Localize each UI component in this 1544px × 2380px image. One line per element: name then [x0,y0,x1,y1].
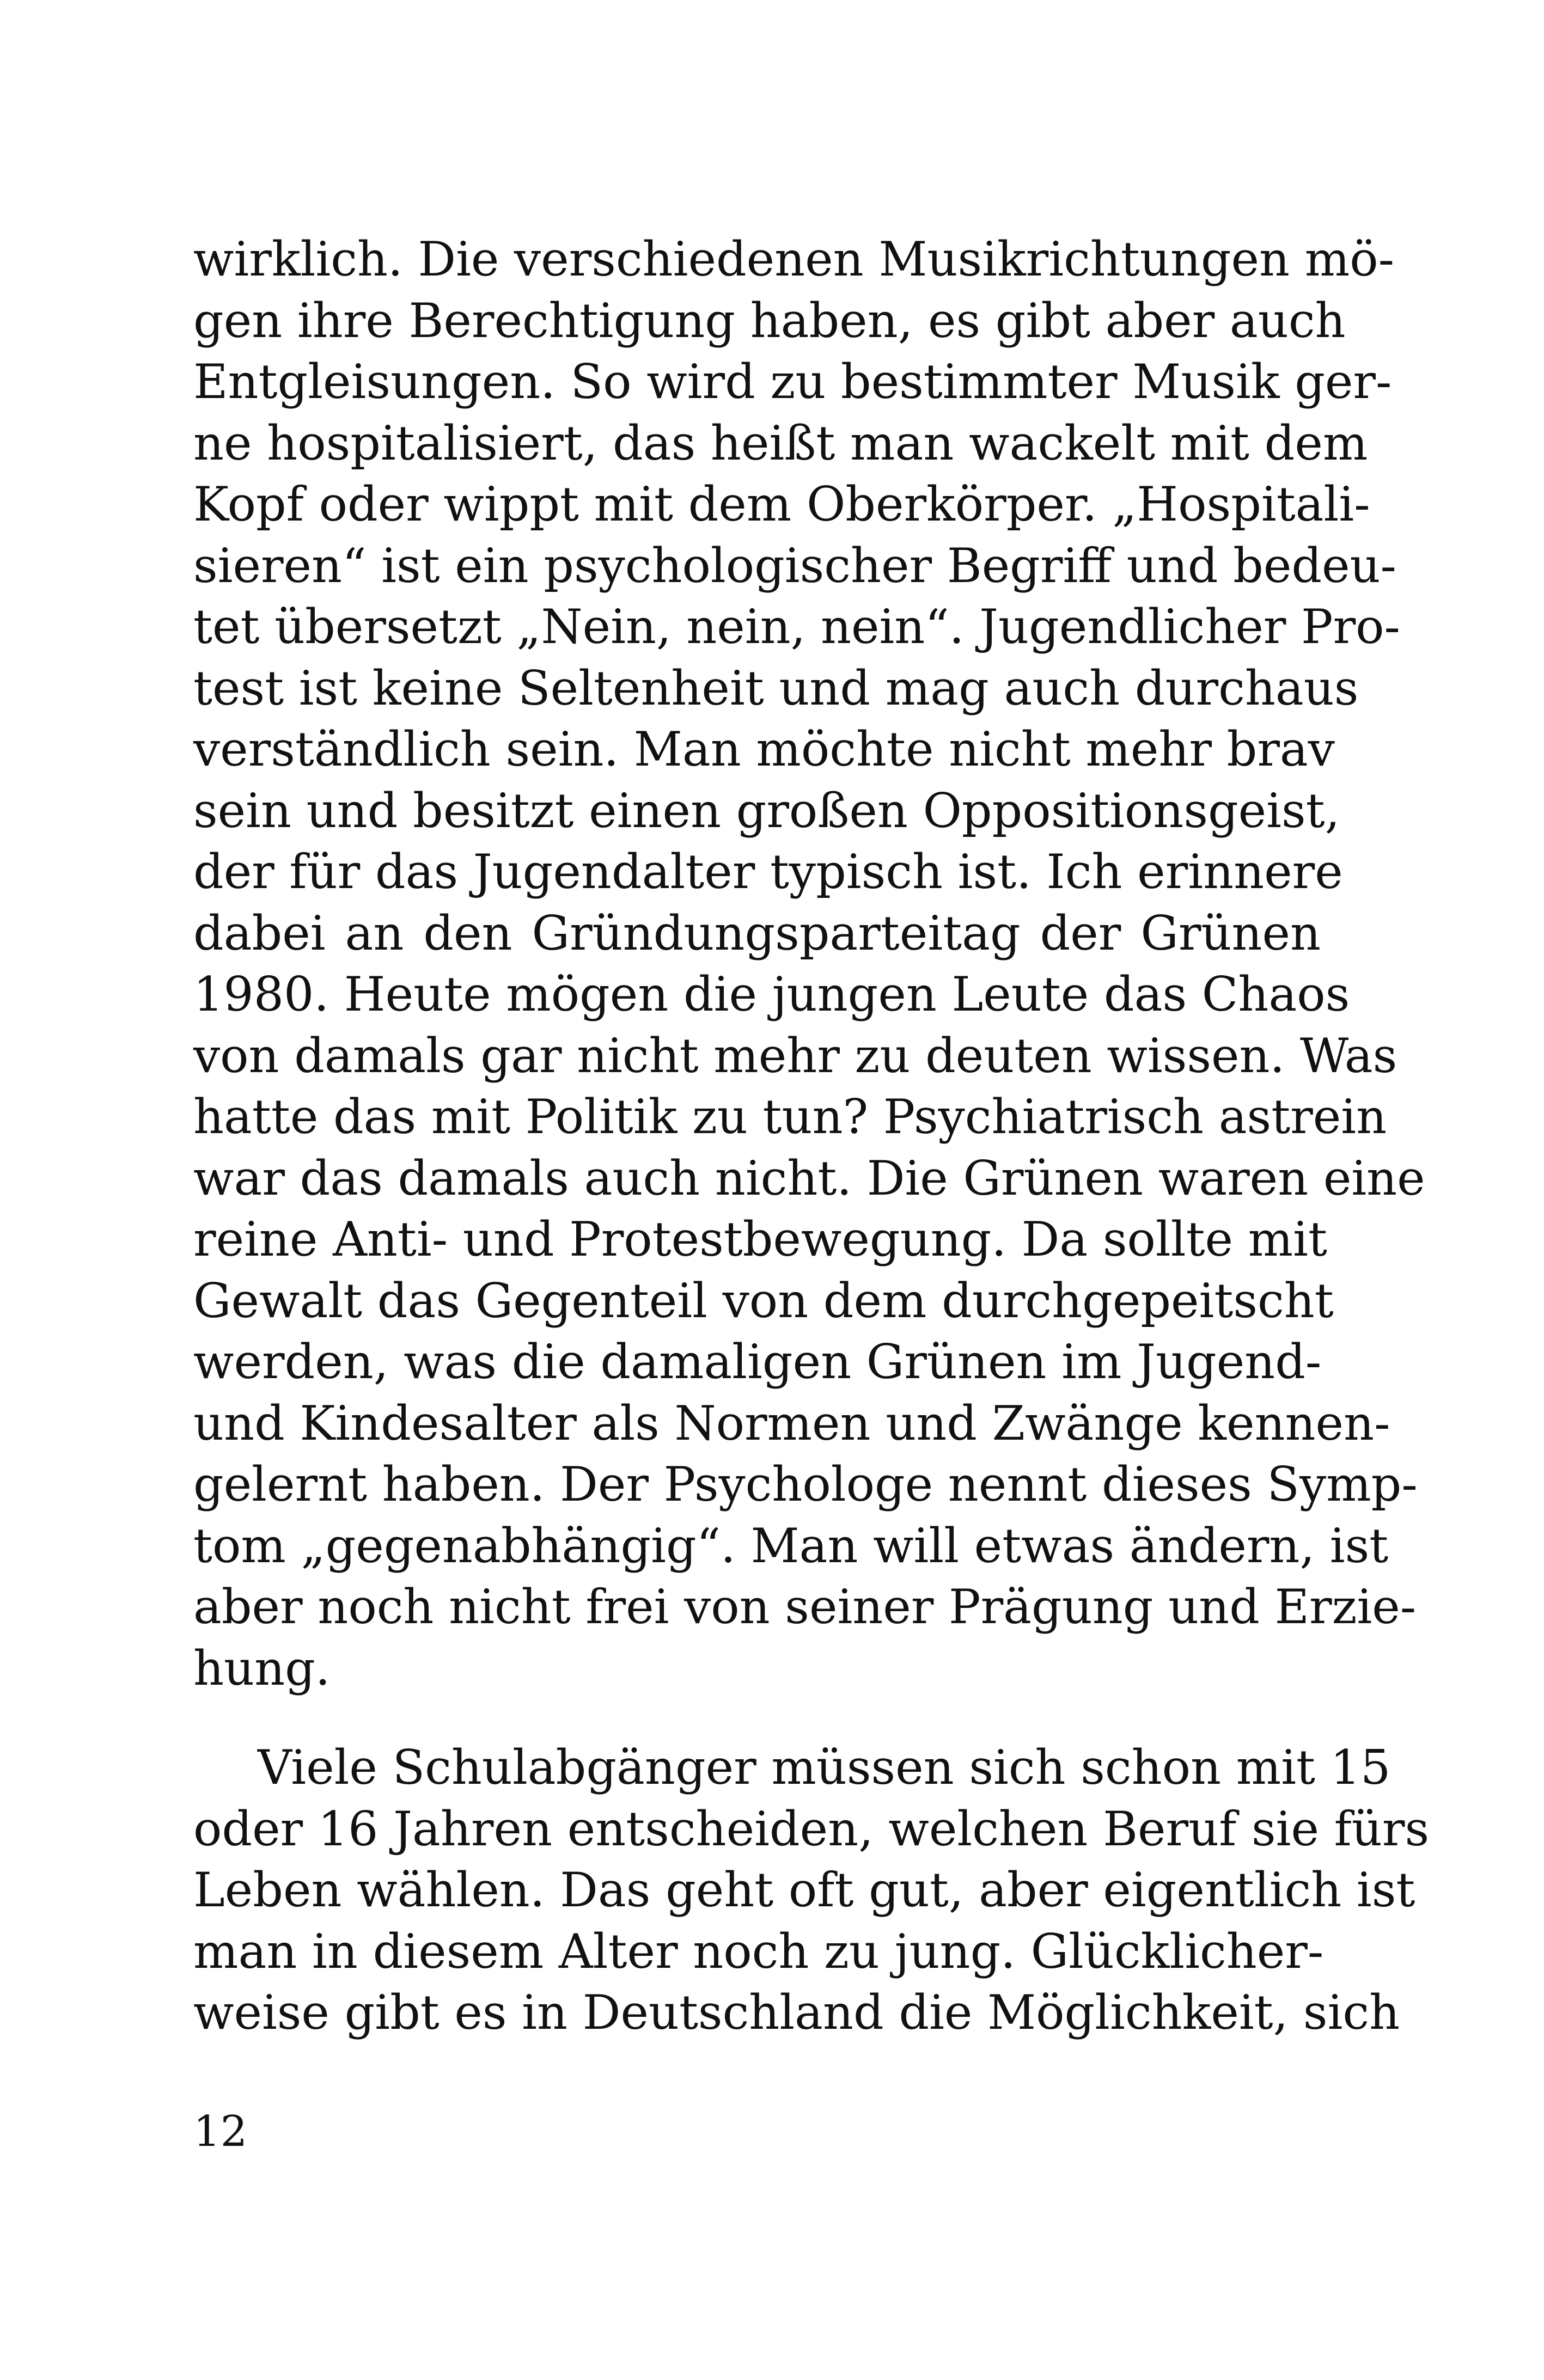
paragraph-gap [193,1699,1321,1737]
text-line: wirklich. Die verschiedenen Musikrichtungen mö- [193,231,1394,287]
text-line: war das damals auch nicht. Die Grünen waren eine [193,1150,1425,1206]
text-line: sieren“ ist ein psychologischer Begriff und bedeu- [193,537,1396,594]
body-text [193,229,1430,2044]
text-line: der für das Jugendalter typisch ist. Ich erinnere [193,844,1343,900]
text-line: tom „gegenabhängig“. Man will etwas ändern, ist [193,1518,1389,1574]
text-line: reine Anti- und Protestbewegung. Da sollte mit [193,1212,1327,1267]
text-line: verständlich sein. Man möchte nicht mehr brav [193,721,1335,777]
text-line: man in diesem Alter noch zu jung. Glücklicher- [193,1923,1324,1979]
text-line: Gewalt das Gegenteil von dem durchgepeitscht [193,1272,1334,1329]
text-line: von damals gar nicht mehr zu deuten wissen. Was [193,1027,1397,1084]
text-line: gen ihre Berechtigung haben, es gibt aber auch [193,292,1346,348]
text-line: dabei an den Gründungsparteitag der Grünen [193,905,1321,961]
text-line: Entgleisungen. So wird zu bestimmter Musik ger- [193,354,1392,409]
text-line: Leben wählen. Das geht oft gut, aber eigentlich ist [193,1862,1415,1918]
text-line: werden, was die damaligen Grünen im Jugend- [193,1334,1322,1390]
text-line: und Kindesalter als Normen und Zwänge kennen- [193,1395,1390,1451]
text-line: aber noch nicht frei von seiner Prägung und Erzie- [193,1579,1417,1635]
text-line: hung. [193,1640,331,1696]
text-line: hatte das mit Politik zu tun? Psychiatrisch astrein [193,1089,1387,1145]
page-number: 12 [193,2107,248,2156]
text-line: sein und besitzt einen großen Oppositionsgeist, [193,782,1340,839]
text-line: weise gibt es in Deutschland die Möglichkeit, sich [193,1985,1400,2040]
paragraph [193,229,1425,1699]
text-line: oder 16 Jahren entscheiden, welchen Beruf sie fürs [193,1801,1430,1857]
text-line: 1980. Heute mögen die jungen Leute das Chaos [193,966,1350,1022]
paragraph [193,1737,1430,2044]
text-line: test ist keine Seltenheit und mag auch durchaus [193,660,1359,716]
text-line: gelernt haben. Der Psychologe nennt dieses Symp- [193,1457,1418,1512]
text-line: Viele Schulabgänger müssen sich schon mit 15 [258,1740,1391,1795]
text-line: tet übersetzt „Nein, nein, nein“. Jugendlicher Pro- [193,599,1400,654]
text-line: ne hospitalisiert, das heißt man wackelt mit dem [193,415,1368,471]
text-line: Kopf oder wippt mit dem Oberkörper. „Hospitali- [193,476,1370,532]
